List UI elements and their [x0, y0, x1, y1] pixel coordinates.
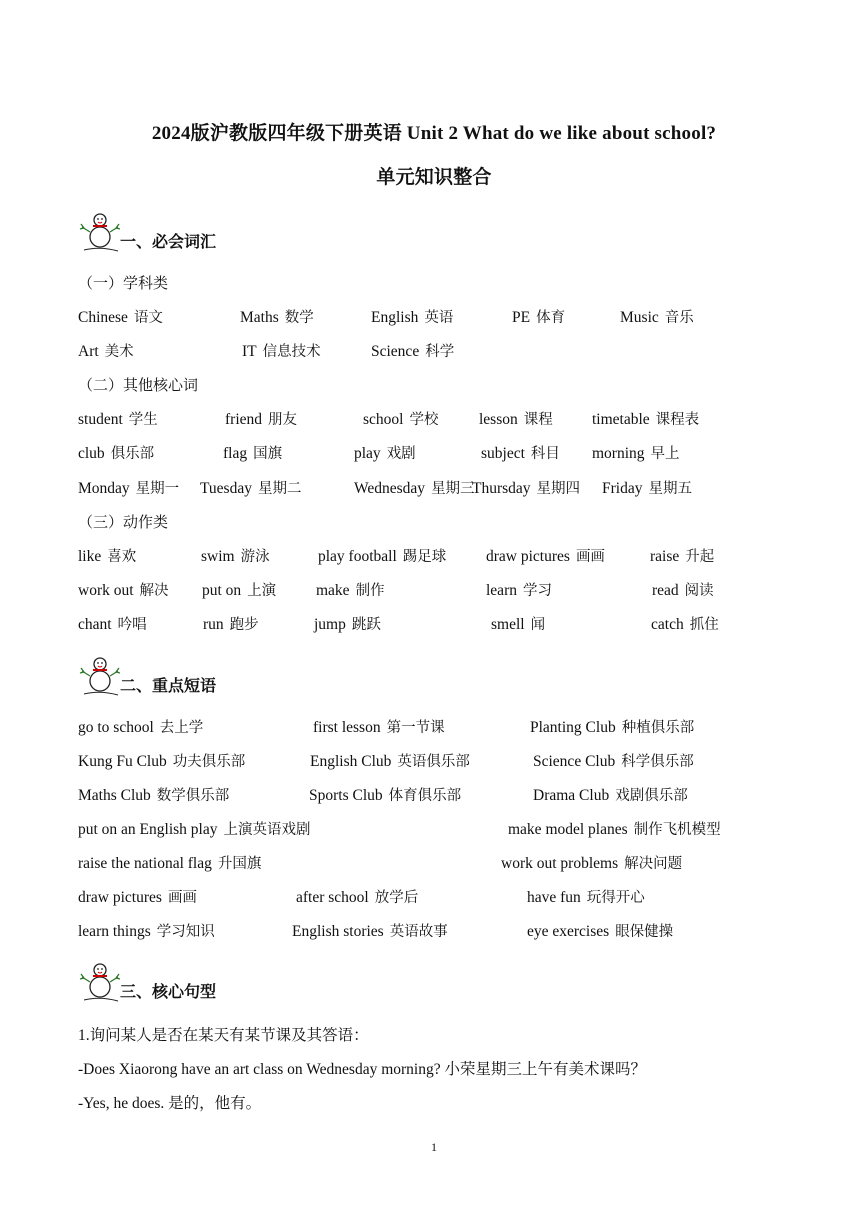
- vocab-row: [78, 408, 798, 430]
- chinese-meaning: 信息技术: [262, 344, 321, 360]
- english-term: go to school: [78, 719, 154, 736]
- english-term: Wednesday: [354, 480, 426, 497]
- chinese-meaning: 星期一: [135, 481, 180, 497]
- chinese-meaning: 吟唱: [117, 617, 147, 633]
- page-number: 1: [431, 1140, 437, 1154]
- chinese-meaning: 画画: [167, 890, 197, 906]
- chinese-meaning: 美术: [104, 344, 134, 360]
- english-term: Music: [620, 309, 659, 326]
- chinese-meaning: 课程表: [655, 412, 700, 428]
- english-term: chant: [78, 616, 112, 633]
- vocab-row: [78, 477, 798, 499]
- english-term: raise: [650, 548, 680, 565]
- vocab-entry: [78, 716, 203, 737]
- vocab-entry: [78, 750, 245, 771]
- vocab-entry: [486, 545, 605, 566]
- english-term: play: [354, 445, 381, 462]
- english-term: Art: [78, 343, 99, 360]
- english-term: after school: [296, 889, 369, 906]
- english-term: read: [652, 582, 679, 599]
- english-term: jump: [314, 616, 346, 633]
- chinese-meaning: 科目: [530, 446, 560, 462]
- vocab-entry: [225, 408, 297, 429]
- english-term: Science: [371, 343, 420, 360]
- english-term: learn: [486, 582, 517, 599]
- chinese-meaning: 画画: [575, 549, 605, 565]
- section-heading-sentences: 三、核心句型: [78, 960, 478, 1004]
- vocab-entry: [620, 306, 694, 327]
- english-term: English: [371, 309, 419, 326]
- chinese-meaning: 星期四: [536, 481, 581, 497]
- vocab-entry: [292, 920, 448, 941]
- vocab-entry: [202, 579, 276, 600]
- english-term: learn things: [78, 923, 151, 940]
- english-term: PE: [512, 309, 531, 326]
- english-term: subject: [481, 445, 525, 462]
- chinese-meaning: 跳跃: [351, 617, 381, 633]
- vocab-entry: [309, 784, 461, 805]
- english-term: put on an English play: [78, 821, 218, 838]
- example-question: -Does Xiaorong have an art class on Wednesday morning? 小荣星期三上午有美术课吗？: [78, 1061, 646, 1078]
- chinese-meaning: 升起: [685, 549, 715, 565]
- chinese-meaning: 第一节课: [386, 720, 445, 736]
- english-term: Sports Club: [309, 787, 383, 804]
- chinese-meaning: 英语: [424, 310, 454, 326]
- chinese-meaning: 朋友: [268, 412, 298, 428]
- vocab-entry: [78, 784, 229, 805]
- chinese-meaning: 星期五: [648, 481, 692, 497]
- chinese-meaning: 制作飞机模型: [633, 822, 721, 838]
- english-term: smell: [491, 616, 525, 633]
- english-term: flag: [223, 445, 248, 462]
- english-term: have fun: [527, 889, 581, 906]
- vocab-row: [78, 716, 798, 738]
- vocab-entry: [310, 750, 470, 771]
- chinese-meaning: 制作: [355, 583, 385, 599]
- vocab-entry: [313, 716, 445, 737]
- chinese-meaning: 解决: [139, 583, 169, 599]
- vocab-entry: [242, 340, 321, 361]
- english-term: Planting Club: [530, 719, 616, 736]
- vocab-entry: [316, 579, 385, 600]
- vocab-row: [78, 818, 798, 840]
- chinese-meaning: 体育: [536, 310, 566, 326]
- vocab-entry: [371, 306, 453, 327]
- chinese-meaning: 游泳: [240, 549, 270, 565]
- vocab-row: [78, 750, 798, 772]
- english-term: work out: [78, 582, 134, 599]
- chinese-meaning: 俱乐部: [110, 446, 155, 462]
- chinese-meaning: 功夫俱乐部: [172, 754, 246, 770]
- vocab-entry: [651, 613, 719, 634]
- english-term: make: [316, 582, 350, 599]
- vocab-entry: [652, 579, 714, 600]
- english-term: Maths Club: [78, 787, 151, 804]
- vocab-entry: [78, 442, 154, 463]
- chinese-meaning: 英语俱乐部: [397, 754, 470, 770]
- chinese-meaning: 星期三: [431, 481, 475, 497]
- chinese-meaning: 英语故事: [389, 924, 448, 940]
- vocab-row: [78, 886, 798, 908]
- english-term: friend: [225, 411, 263, 428]
- chinese-meaning: 抓住: [689, 617, 719, 633]
- english-term: timetable: [592, 411, 650, 428]
- english-term: draw pictures: [78, 889, 162, 906]
- vocab-entry: [602, 477, 692, 498]
- english-term: English Club: [310, 753, 392, 770]
- vocab-entry: [481, 442, 560, 463]
- vocab-entry: [491, 613, 545, 634]
- vocab-entry: [296, 886, 418, 907]
- vocab-entry: [533, 784, 688, 805]
- vocab-entry: [533, 750, 694, 771]
- chinese-meaning: 学生: [128, 412, 158, 428]
- vocab-row: [78, 545, 798, 567]
- english-term: Maths: [240, 309, 279, 326]
- vocab-entry: [78, 408, 158, 429]
- vocab-row: [78, 442, 798, 464]
- vocab-entry: [314, 613, 381, 634]
- chinese-meaning: 种植俱乐部: [621, 720, 695, 736]
- vocab-row: [78, 613, 798, 635]
- vocab-entry: [508, 818, 721, 839]
- chinese-meaning: 数学: [284, 310, 314, 326]
- english-term: like: [78, 548, 102, 565]
- vocab-entry: [78, 613, 147, 634]
- chinese-meaning: 上演: [247, 583, 277, 599]
- chinese-meaning: 戏剧俱乐部: [615, 788, 688, 804]
- chinese-meaning: 放学后: [374, 890, 419, 906]
- vocab-entry: [354, 477, 475, 498]
- english-term: draw pictures: [486, 548, 570, 565]
- chinese-meaning: 喜欢: [107, 549, 137, 565]
- english-term: swim: [201, 548, 235, 565]
- vocab-row: [78, 852, 798, 874]
- document-title: 2024版沪教版四年级下册英语 Unit 2 What do we like about school?: [151, 123, 717, 144]
- chinese-meaning: 跑步: [229, 617, 259, 633]
- chinese-meaning: 课程: [523, 412, 553, 428]
- chinese-meaning: 去上学: [159, 720, 204, 736]
- sentence-pattern-title: 1.询问某人是否在某天有某节课及其答语：: [78, 1027, 369, 1044]
- vocab-entry: [223, 442, 282, 463]
- chinese-meaning: 音乐: [664, 310, 694, 326]
- subheading-core-words: （二）其他核心词: [78, 376, 199, 394]
- chinese-meaning: 玩得开心: [586, 890, 645, 906]
- english-term: Thursday: [472, 480, 531, 497]
- chinese-meaning: 解决问题: [624, 856, 683, 872]
- vocab-entry: [592, 442, 680, 463]
- chinese-meaning: 闻: [530, 617, 546, 633]
- subheading-subjects: （一）学科类: [78, 274, 169, 292]
- vocab-entry: [78, 477, 179, 498]
- english-term: put on: [202, 582, 242, 599]
- vocab-entry: [201, 545, 270, 566]
- vocab-entry: [512, 306, 565, 327]
- vocab-entry: [78, 852, 261, 873]
- vocab-row: [78, 306, 798, 328]
- vocab-row: [78, 340, 798, 362]
- english-term: work out problems: [501, 855, 619, 872]
- vocab-entry: [472, 477, 580, 498]
- vocab-entry: [592, 408, 699, 429]
- vocab-entry: [354, 442, 416, 463]
- vocab-entry: [78, 818, 311, 839]
- chinese-meaning: 体育俱乐部: [388, 788, 462, 804]
- vocab-row: [78, 784, 798, 806]
- chinese-meaning: 科学: [425, 344, 455, 360]
- english-term: make model planes: [508, 821, 628, 838]
- vocab-entry: [78, 579, 169, 600]
- chinese-meaning: 戏剧: [386, 446, 416, 462]
- vocab-entry: [363, 408, 438, 429]
- english-term: morning: [592, 445, 645, 462]
- vocab-entry: [78, 920, 215, 941]
- document-subtitle: 单元知识整合: [376, 167, 492, 188]
- vocab-entry: [527, 886, 645, 907]
- vocab-entry: [203, 613, 259, 634]
- chinese-meaning: 学习知识: [156, 924, 215, 940]
- chinese-meaning: 踢足球: [402, 549, 447, 565]
- chinese-meaning: 早上: [650, 446, 680, 462]
- chinese-meaning: 上演英语戏剧: [223, 822, 311, 838]
- example-answer: -Yes, he does. 是的，他有。: [78, 1095, 262, 1112]
- english-term: Tuesday: [200, 480, 252, 497]
- vocab-entry: [650, 545, 714, 566]
- vocab-row: [78, 579, 798, 601]
- chinese-meaning: 学校: [409, 412, 439, 428]
- section-heading-vocabulary: 一、必会词汇: [78, 210, 478, 254]
- english-term: lesson: [479, 411, 518, 428]
- snowman-icon: [78, 210, 122, 254]
- chinese-meaning: 数学俱乐部: [156, 788, 230, 804]
- vocab-entry: [78, 340, 134, 361]
- vocab-entry: [318, 545, 446, 566]
- vocab-entry: [240, 306, 314, 327]
- vocab-entry: [200, 477, 301, 498]
- subheading-actions: （三）动作类: [78, 513, 169, 531]
- english-term: Science Club: [533, 753, 616, 770]
- chinese-meaning: 国旗: [253, 446, 283, 462]
- english-term: IT: [242, 343, 257, 360]
- english-term: Friday: [602, 480, 643, 497]
- vocab-entry: [527, 920, 673, 941]
- vocab-row: [78, 920, 798, 942]
- english-term: eye exercises: [527, 923, 610, 940]
- chinese-meaning: 科学俱乐部: [621, 754, 694, 770]
- vocab-entry: [371, 340, 454, 361]
- vocab-entry: [78, 545, 136, 566]
- english-term: play football: [318, 548, 397, 565]
- snowman-icon: [78, 654, 122, 698]
- chinese-meaning: 阅读: [684, 583, 714, 599]
- english-term: catch: [651, 616, 684, 633]
- english-term: Kung Fu Club: [78, 753, 167, 770]
- chinese-meaning: 学习: [522, 583, 552, 599]
- chinese-meaning: 星期二: [257, 481, 302, 497]
- vocab-entry: [501, 852, 682, 873]
- english-term: club: [78, 445, 105, 462]
- english-term: Monday: [78, 480, 130, 497]
- section-heading-phrases: 二、重点短语: [78, 654, 478, 698]
- english-term: first lesson: [313, 719, 381, 736]
- chinese-meaning: 升国旗: [217, 856, 262, 872]
- vocab-entry: [78, 306, 163, 327]
- english-term: Chinese: [78, 309, 128, 326]
- vocab-entry: [78, 886, 197, 907]
- english-term: school: [363, 411, 404, 428]
- english-term: Drama Club: [533, 787, 610, 804]
- english-term: student: [78, 411, 123, 428]
- chinese-meaning: 眼保健操: [615, 924, 674, 940]
- vocab-entry: [530, 716, 694, 737]
- english-term: run: [203, 616, 224, 633]
- vocab-entry: [486, 579, 552, 600]
- snowman-icon: [78, 960, 122, 1004]
- english-term: raise the national flag: [78, 855, 212, 872]
- english-term: English stories: [292, 923, 384, 940]
- vocab-entry: [479, 408, 553, 429]
- chinese-meaning: 语文: [133, 310, 163, 326]
